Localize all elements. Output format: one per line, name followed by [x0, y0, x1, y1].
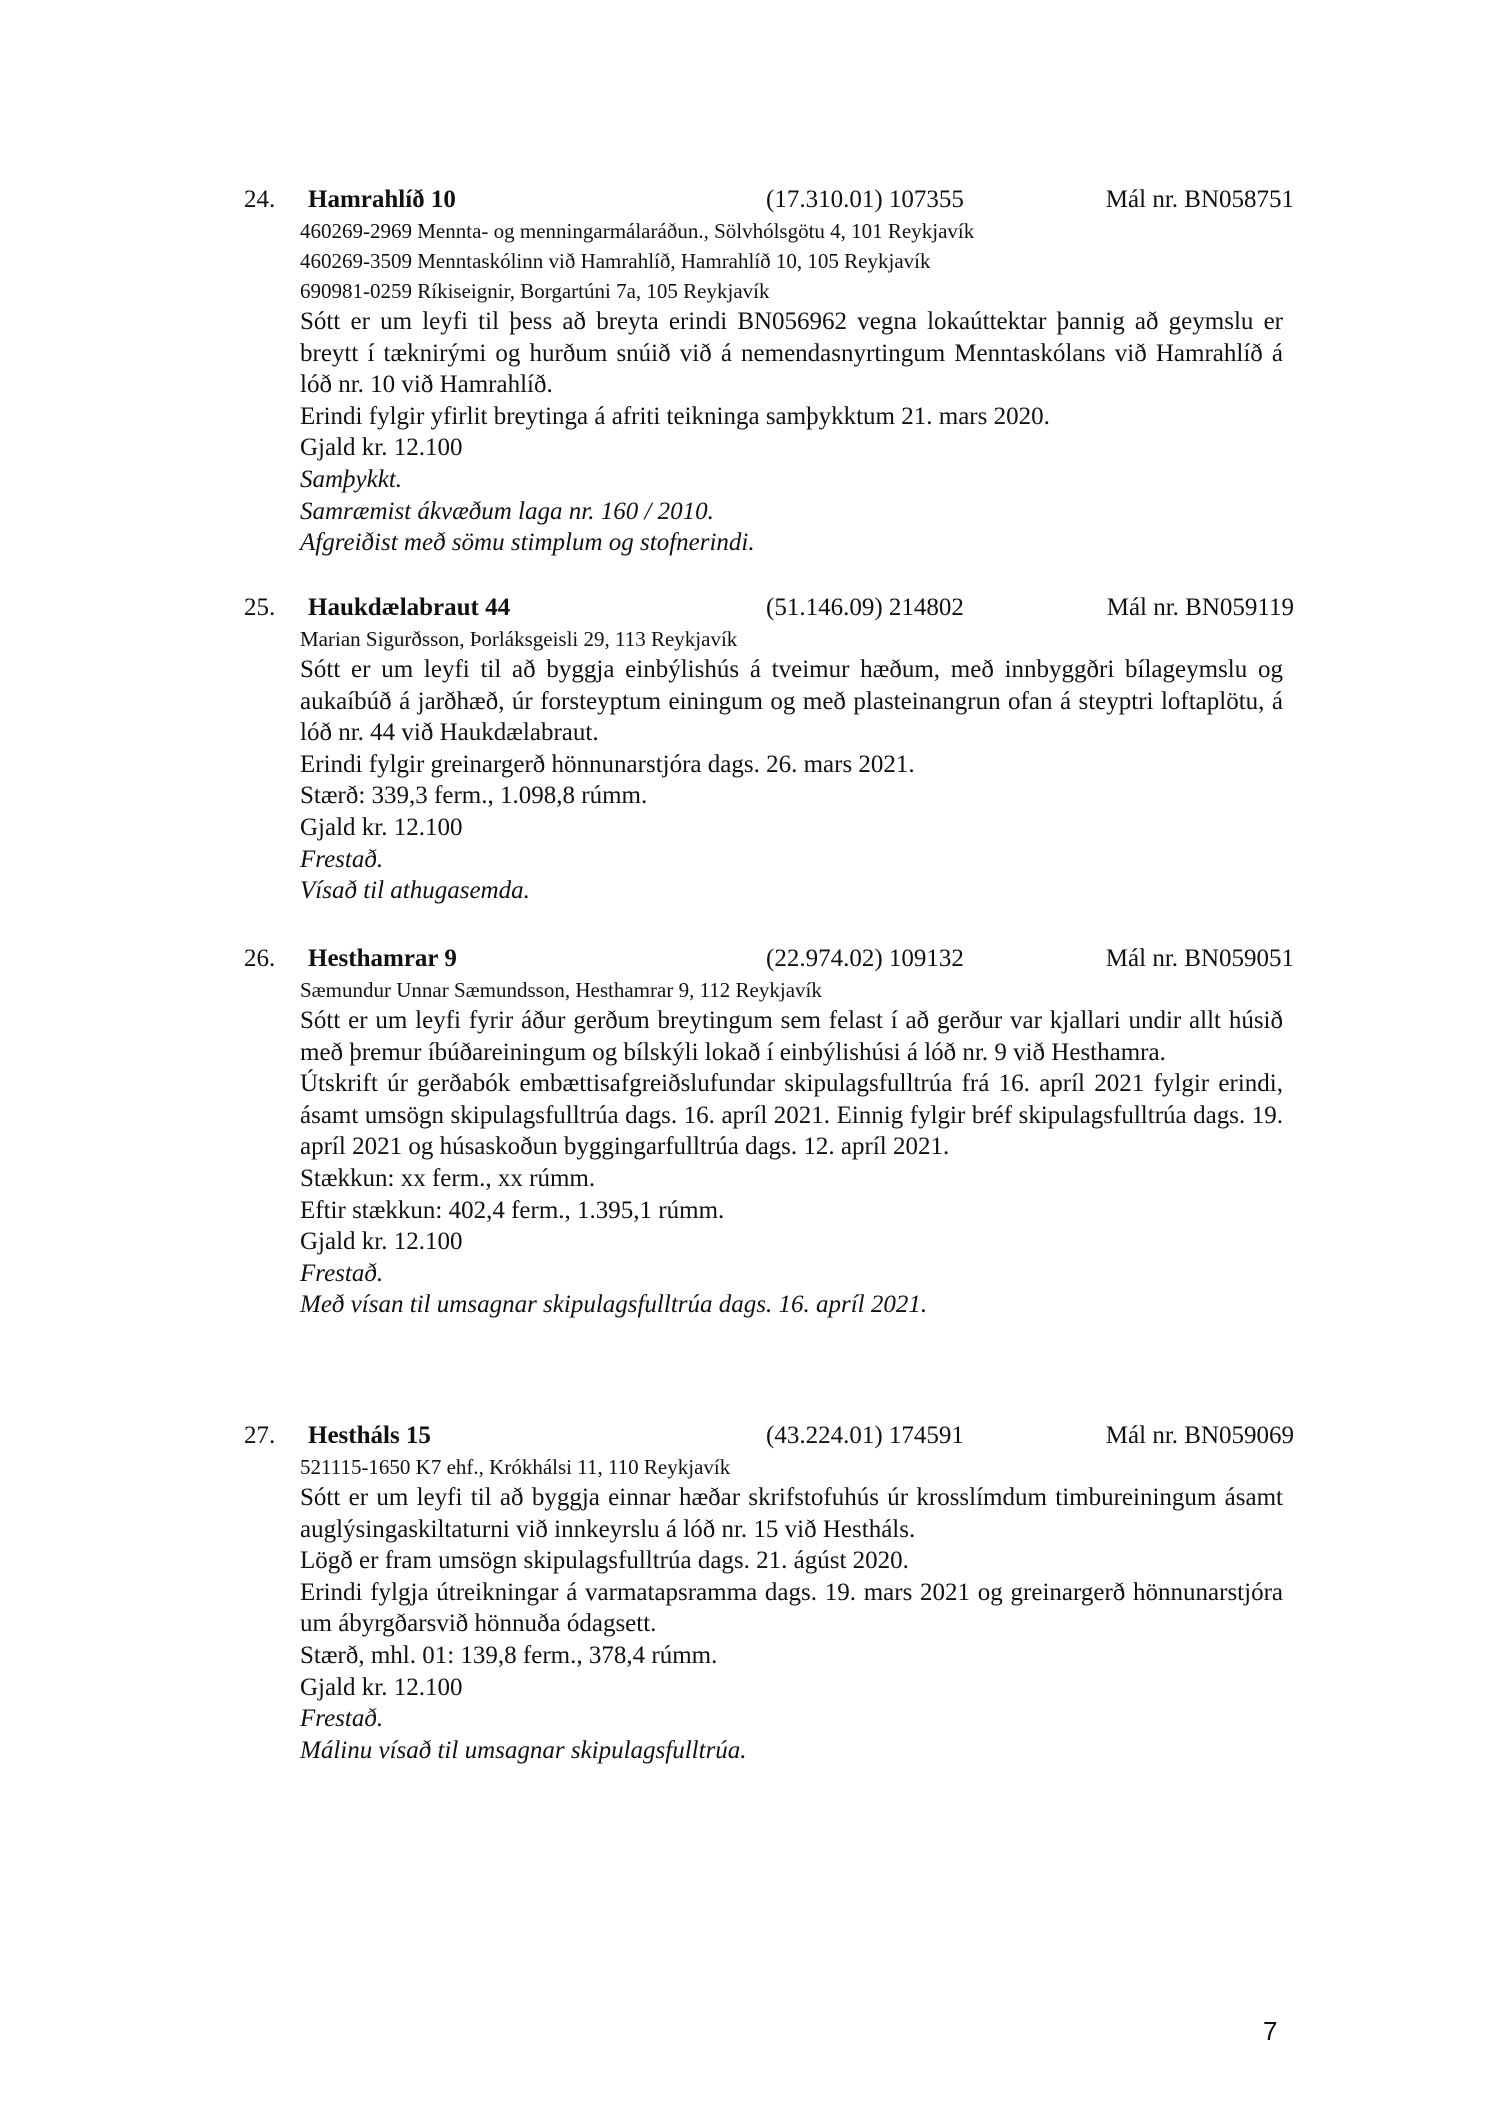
- item-number: 27.: [244, 1422, 276, 1449]
- applicant-line: 460269-2969 Mennta- og menningarmálaráðun., Sölvhólsgötu 4, 101 Reykjavík: [300, 219, 975, 243]
- case-number: Mál nr. BN058751: [1105, 186, 1294, 213]
- applicant-line: 690981-0259 Ríkiseignir, Borgartúni 7a, 105 Reykjavík: [300, 279, 770, 303]
- item-title: Haukdælabraut 44: [308, 594, 511, 621]
- item-decision: Frestað.: [300, 845, 384, 873]
- item-header: [244, 1420, 1294, 1452]
- item-detail: Erindi fylgir greinargerð hönnunarstjóra dags. 26. mars 2021.: [300, 750, 915, 778]
- item-after-extension: Eftir stækkun: 402,4 ferm., 1.395,1 rúmm.: [300, 1196, 725, 1224]
- item-size: Stærð, mhl. 01: 139,8 ferm., 378,4 rúmm.: [300, 1641, 718, 1669]
- applicant-line: Marian Sigurðsson, Þorláksgeisli 29, 113 Reykjavík: [300, 627, 738, 651]
- item-body: [300, 216, 1283, 559]
- item-title: Hesthamrar 9: [308, 945, 457, 972]
- item-title: Hestháls 15: [308, 1422, 431, 1449]
- item-description: Sótt er um leyfi fyrir áður gerðum breytingum sem felast í að gerður var kjallari undir allt húsið með þremur íbúðareiningum og bílskýli lokað í einbýlishúsi á lóð nr. 9 við Hesthamra.: [300, 1007, 1283, 1066]
- item-detail: Lögð er fram umsögn skipulagsfulltrúa dags. 21. ágúst 2020.: [300, 1547, 909, 1575]
- item-decision: Málinu vísað til umsagnar skipulagsfulltrúa.: [300, 1736, 747, 1764]
- property-reference: (51.146.09) 214802: [766, 594, 964, 621]
- property-reference: (17.310.01) 107355: [766, 186, 964, 213]
- item-fee: Gjald kr. 12.100: [300, 813, 463, 841]
- item-extension: Stækkun: xx ferm., xx rúmm.: [300, 1164, 596, 1192]
- agenda-item-24: [244, 184, 1294, 559]
- item-header: [244, 184, 1294, 216]
- item-body: [300, 1452, 1283, 1766]
- item-body: [300, 624, 1283, 907]
- item-body: [300, 975, 1283, 1321]
- agenda-item-27: [244, 1420, 1294, 1766]
- item-decision: Frestað.: [300, 1705, 384, 1733]
- item-description: Sótt er um leyfi til að byggja einnar hæðar skrifstofuhús úr krosslímdum timbureiningum ásamt auglýsingaskiltaturni við innkeyrslu á lóð nr. 15 við Hestháls.: [300, 1484, 1283, 1543]
- case-number: Mál nr. BN059051: [1105, 945, 1294, 972]
- item-decision: Afgreiðist með sömu stimplum og stofnerindi.: [300, 529, 755, 557]
- item-header: [244, 592, 1294, 624]
- page-number: 7: [1263, 2016, 1278, 2046]
- property-reference: (22.974.02) 109132: [766, 945, 964, 972]
- item-title: Hamrahlíð 10: [308, 186, 456, 213]
- item-attachments: Útskrift úr gerðabók embættisafgreiðslufundar skipulagsfulltrúa frá 16. apríl 2021 fylgir erindi, ásamt umsögn skipulagsfulltrúa dags. 16. apríl 2021. Einnig fylgir bréf skipulagsfulltrúa dags. 19. apríl 2021 og húsaskoðun byggingarfulltrúa dags. 12. apríl 2021.: [300, 1070, 1283, 1161]
- item-decision: Með vísan til umsagnar skipulagsfulltrúa dags. 16. apríl 2021.: [300, 1291, 928, 1319]
- item-number: 25.: [244, 594, 276, 621]
- item-header: [244, 943, 1294, 975]
- case-number: Mál nr. BN059119: [1106, 594, 1294, 621]
- item-attachments: Erindi fylgja útreikningar á varmatapsramma dags. 19. mars 2021 og greinargerð hönnunarstjóra um ábyrgðarsvið hönnuða ódagsett.: [300, 1578, 1283, 1638]
- agenda-item-25: [244, 592, 1294, 907]
- case-number: Mál nr. BN059069: [1105, 1422, 1294, 1449]
- item-decision: Samþykkt.: [300, 465, 403, 493]
- item-fee: Gjald kr. 12.100: [300, 1228, 463, 1256]
- item-description: Sótt er um leyfi til þess að breyta erindi BN056962 vegna lokaúttektar þannig að geymslu er breytt í tæknirými og hurðum snúið við á nemendasnyrtingum Menntaskólans við Hamrahlíð á lóð nr. 10 við Hamrahlíð.: [300, 308, 1283, 399]
- item-number: 26.: [244, 945, 276, 972]
- item-decision: Frestað.: [300, 1259, 384, 1287]
- agenda-item-26: [244, 943, 1294, 1321]
- property-reference: (43.224.01) 174591: [766, 1422, 964, 1449]
- applicant-line: 521115-1650 K7 ehf., Krókhálsi 11, 110 Reykjavík: [300, 1455, 731, 1479]
- applicant-line: Sæmundur Unnar Sæmundsson, Hesthamrar 9, 112 Reykjavík: [300, 978, 822, 1002]
- item-fee: Gjald kr. 12.100: [300, 434, 463, 462]
- item-decision: Samræmist ákvæðum laga nr. 160 / 2010.: [300, 497, 714, 525]
- applicant-line: 460269-3509 Menntaskólinn við Hamrahlíð, Hamrahlíð 10, 105 Reykjavík: [300, 249, 931, 273]
- item-description: Sótt er um leyfi til að byggja einbýlishús á tveimur hæðum, með innbyggðri bílageymslu og aukaíbúð á jarðhæð, úr forsteyptum einingum og með plasteinangrun ofan á steyptri loftaplötu, á lóð nr. 44 við Haukdælabraut.: [300, 656, 1283, 747]
- item-decision: Vísað til athugasemda.: [300, 877, 530, 905]
- item-size: Stærð: 339,3 ferm., 1.098,8 rúmm.: [300, 782, 648, 810]
- item-fee: Gjald kr. 12.100: [300, 1673, 463, 1701]
- item-number: 24.: [244, 186, 276, 213]
- item-detail: Erindi fylgir yfirlit breytinga á afriti teikninga samþykktum 21. mars 2020.: [300, 402, 1050, 430]
